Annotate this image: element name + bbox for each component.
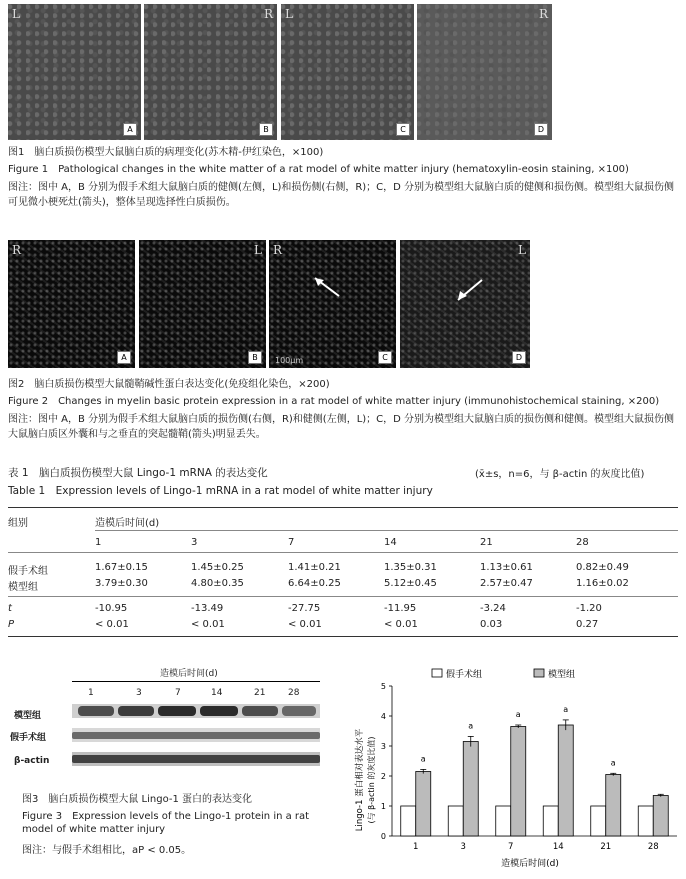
bar-sham [448, 806, 463, 836]
bar-model [463, 742, 478, 837]
blot-strip-model [72, 704, 320, 718]
cell: 1.67±0.15 [95, 562, 148, 573]
x-axis-label: 造模后时间(d) [501, 859, 559, 869]
y-tick-label: 5 [380, 682, 386, 691]
row-group: P [8, 619, 15, 630]
blot-band [78, 706, 114, 716]
significance-mark: a [610, 758, 616, 768]
cell: 0.03 [480, 619, 503, 630]
y-tick-label: 0 [380, 832, 386, 841]
col-time-header: 造模后时间(d) [95, 518, 160, 529]
blot-day: 28 [288, 688, 300, 698]
blot-band [242, 706, 278, 716]
bar-sham [496, 806, 511, 836]
blot-band [72, 755, 320, 763]
figure3-caption-zh: 图3 脑白质损伤模型大鼠 Lingo-1 蛋白的表达变化 [22, 794, 253, 805]
side-label: R [12, 243, 22, 257]
table1-title-zh: 表 1 脑白质损伤模型大鼠 Lingo-1 mRNA 的表达变化 [8, 467, 268, 479]
cell: -13.49 [191, 603, 224, 614]
table-mid-rule [8, 596, 678, 597]
row-group: t [8, 603, 12, 614]
table-sub-rule [8, 552, 678, 553]
x-tick-label: 3 [460, 842, 466, 852]
bar-model [511, 727, 526, 837]
figure1-panel-a [8, 4, 141, 140]
figure2-caption-en: Figure 2 Changes in myelin basic protein expression in a rat model of white matter injury (immunohistochemical staining, ×200) [8, 396, 660, 407]
figure2-note: 图注：图中 A，B 分别为假手术组大鼠脑白质的损伤侧(右侧，R)和健侧(左侧，L)；C，D 分别为模型组大鼠脑白质的损伤侧和健侧。模型组大鼠损伤侧大鼠脑白质区外囊和与之垂直的突起髓鞘(箭头)明显丢失。 [8, 414, 675, 440]
cell: 1.45±0.25 [191, 562, 244, 573]
bar-model [653, 796, 668, 837]
figure2-panel-a [8, 240, 135, 368]
table1-title-en: Table 1 Expression levels of Lingo-1 mRNA in a rat model of white matter injury [8, 485, 433, 497]
x-tick-label: 1 [413, 842, 419, 852]
day-header: 7 [288, 537, 295, 548]
blot-header: 造模后时间(d) [160, 669, 218, 679]
figure1-caption-zh: 图1 脑白质损伤模型大鼠脑白质的病理变化(苏木精-伊红染色，×100) [8, 147, 324, 158]
bar-sham [543, 806, 558, 836]
x-tick-label: 28 [647, 842, 659, 852]
cell: 3.79±0.30 [95, 578, 148, 589]
blot-header-line [72, 681, 320, 682]
significance-mark: a [515, 710, 521, 719]
table-top-rule [8, 507, 678, 508]
panel-label: A [117, 351, 131, 364]
blot-row-label: β-actin [14, 756, 50, 766]
bar-model [606, 775, 621, 837]
significance-mark: a [420, 754, 426, 764]
figure3-note: 图注：与假手术组相比，aP < 0.05。 [22, 845, 192, 856]
figure2-panel-b [139, 240, 266, 368]
significance-mark: a [563, 704, 569, 714]
table1-stats-note: (x̄±s，n=6，与 β-actin 的灰度比值) [475, 469, 645, 480]
blot-row-label: 假手术组 [10, 733, 47, 743]
figure2-panel-d [400, 240, 530, 368]
cell: -10.95 [95, 603, 128, 614]
panel-label: B [248, 351, 262, 364]
legend-swatch [432, 669, 442, 677]
blot-band [118, 706, 154, 716]
cell: -1.20 [576, 603, 602, 614]
cell: 5.12±0.45 [384, 578, 437, 589]
bar-chart [352, 660, 686, 872]
panel-label: D [534, 123, 548, 136]
x-tick-label: 14 [552, 842, 564, 852]
side-label: L [12, 7, 20, 21]
bar-sham [401, 806, 416, 836]
figure1-panel-d [417, 4, 552, 140]
figure1-panel-c [281, 4, 414, 140]
figure1-note: 图注：图中 A，B 分别为假手术组大鼠脑白质的健侧(左侧，L)和损伤侧(右侧，R)；C，D 分别为模型组大鼠脑白质的健侧和损伤侧。模型组大鼠损伤侧可见微小梗死灶(箭头)，整体呈现选择性白质损伤。 [8, 182, 675, 208]
cell: < 0.01 [95, 619, 129, 630]
cell: 6.64±0.25 [288, 578, 341, 589]
blot-day: 14 [211, 688, 223, 698]
blot-day: 1 [88, 688, 94, 698]
panel-label: C [378, 351, 392, 364]
scale-bar: 100μm [275, 356, 304, 365]
side-label: R [273, 243, 283, 257]
day-header: 14 [384, 537, 397, 548]
y-axis-label: Lingo-1 蛋白相对表达水平 [355, 728, 365, 832]
day-header: 1 [95, 537, 102, 548]
side-label: R [538, 7, 548, 21]
figure1-caption-en: Figure 1 Pathological changes in the white matter of a rat model of white matter injury (hematoxylin-eosin staining, ×100) [8, 164, 629, 175]
panel-label: D [512, 351, 526, 364]
x-tick-label: 7 [508, 842, 514, 852]
cell: -11.95 [384, 603, 417, 614]
figure1-panel-b [144, 4, 277, 140]
side-label: L [285, 7, 293, 21]
arrow-icon [313, 276, 343, 300]
row-group: 假手术组 [8, 566, 48, 577]
panel-label: A [123, 123, 137, 136]
arrow-icon [454, 278, 484, 304]
cell: 1.13±0.61 [480, 562, 533, 573]
cell: -3.24 [480, 603, 506, 614]
bar-sham [591, 806, 606, 836]
cell: -27.75 [288, 603, 321, 614]
figure3-caption-en-1: Figure 3 Expression levels of the Lingo-1 protein in a rat [22, 811, 310, 822]
cell: < 0.01 [288, 619, 322, 630]
cell: 0.27 [576, 619, 599, 630]
blot-strip-sham [72, 728, 320, 742]
cell: 1.35±0.31 [384, 562, 437, 573]
side-label: L [518, 243, 526, 257]
side-label: R [263, 7, 273, 21]
cell: < 0.01 [191, 619, 225, 630]
cell: 1.16±0.02 [576, 578, 629, 589]
bar-model [558, 725, 573, 836]
blot-day: 7 [175, 688, 181, 698]
y-tick-label: 4 [380, 712, 386, 721]
x-tick-label: 21 [600, 842, 612, 852]
cell: < 0.01 [384, 619, 418, 630]
col-group-header: 组别 [8, 518, 28, 529]
figure2-panel-c [269, 240, 396, 368]
significance-mark: a [468, 721, 474, 731]
bar-model [416, 772, 431, 837]
figure2-caption-zh: 图2 脑白质损伤模型大鼠髓鞘碱性蛋白表达变化(免疫组化染色，×200) [8, 379, 330, 390]
bar-sham [638, 806, 653, 836]
y-tick-label: 2 [380, 772, 386, 781]
legend-label: 假手术组 [446, 670, 483, 680]
day-header: 3 [191, 537, 198, 548]
row-group: 模型组 [8, 582, 38, 593]
cell: 4.80±0.35 [191, 578, 244, 589]
chart-legend [432, 668, 575, 680]
y-tick-label: 1 [380, 802, 386, 811]
blot-band [200, 706, 238, 716]
y-tick-label: 3 [380, 742, 386, 751]
cell: 2.57±0.47 [480, 578, 533, 589]
cell: 1.41±0.21 [288, 562, 341, 573]
blot-band [158, 706, 196, 716]
blot-band [72, 732, 320, 739]
blot-day: 3 [136, 688, 142, 698]
legend-swatch [534, 669, 544, 677]
cell: 0.82±0.49 [576, 562, 629, 573]
blot-row-label: 模型组 [14, 711, 42, 721]
table-bottom-rule [8, 636, 678, 637]
side-label: L [254, 243, 262, 257]
day-header: 28 [576, 537, 589, 548]
blot-band [282, 706, 316, 716]
table-header-rule [95, 530, 678, 531]
y-axis-label-2: (与 β-actin 的灰度比值) [367, 736, 376, 824]
legend-label: 模型组 [548, 670, 576, 680]
figure3-caption-en-2: model of white matter injury [22, 824, 166, 835]
day-header: 21 [480, 537, 493, 548]
panel-label: C [396, 123, 410, 136]
blot-day: 21 [254, 688, 266, 698]
blot-strip-actin [72, 752, 320, 766]
panel-label: B [259, 123, 273, 136]
